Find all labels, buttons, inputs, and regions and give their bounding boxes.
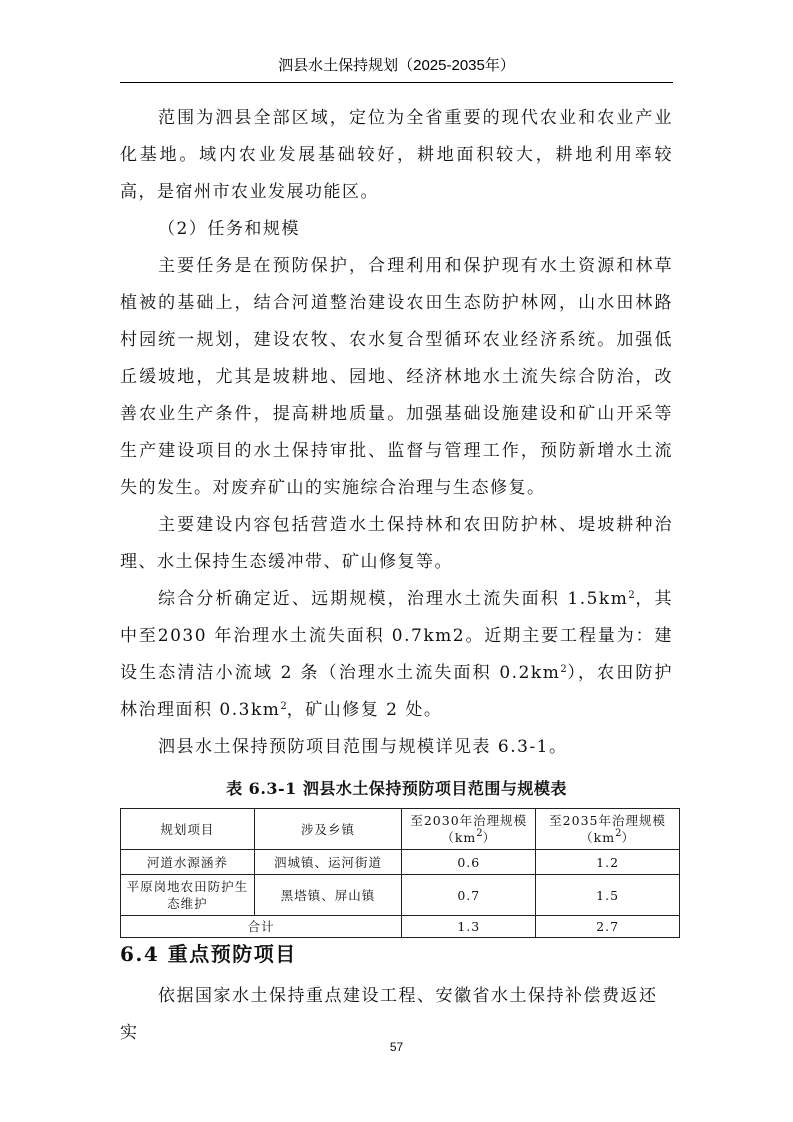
cell-towns: 泗城镇、运河街道 [254,850,402,875]
table-total-row [121,916,680,938]
cell-2030: 0.7 [402,875,536,916]
header-project: 规划项目 [121,809,255,850]
cell-total-label: 合计 [121,916,402,938]
cell-project: 河道水源涵养 [121,850,255,875]
cell-total-2035: 2.7 [536,916,680,938]
superscript-2: 2 [280,701,287,712]
cell-2035: 1.5 [536,875,680,916]
body-text [120,100,673,766]
paragraph-scope: 范围为泗县全部区域，定位为全省重要的现代农业和农业产业化基地。域内农业发展基础较好，耕地面积较大，耕地利用率较高，是宿州市农业发展功能区。 [120,108,673,202]
running-header: 泗县水土保持规划（2025-2035年） [278,57,515,74]
superscript-2: 2 [560,664,567,675]
page-number: 57 [389,1040,404,1054]
scale-text-c: ），农田防护林治理面积 0.3km [120,663,674,720]
superscript-2: 2 [628,590,635,601]
header-rule [120,82,673,83]
paragraph-tasks: 主要任务是在预防保护，合理利用和保护现有水土资源和林草植被的基础上，结合河道整治建设农田生态防护林网，山水田林路村园统一规划，建设农牧、农水复合型循环农业经济系统。加强低丘缓坡地，尤其是坡耕地、园地、经济林地水土流失综合防治，改善农业生产条件，提高耕地质量。加强基础设施建设和矿山开采等生产建设项目的水土保持审批、监督与管理工作，预防新增水土流失的发生。对废弃矿山的实施综合治理与生态修复。 [120,256,673,498]
scale-text-b: ，其中至2030 年治理水土流失面积 0.7km2。近期主要工程量为：建设生态清洁小流域 2 条（治理水土流失面积 0.2km [120,589,673,683]
paragraph-key-projects: 依据国家水土保持重点建设工程、安徽省水土保持补偿费返还实 [120,986,658,1043]
scale-text-d: ，矿山修复 2 处。 [286,700,443,720]
header-towns: 涉及乡镇 [254,809,402,850]
subheading-tasks-scale: （2）任务和规模 [158,219,300,239]
cell-2030: 0.6 [402,850,536,875]
cell-towns: 黑塔镇、屏山镇 [254,875,402,916]
scale-text-a: 综合分析确定近、远期规模，治理水土流失面积 1.5km [158,589,629,609]
paragraph-table-ref: 泗县水土保持预防项目范围与规模详见表 6.3-1。 [158,737,568,757]
section-heading: 6.4 重点预防项目 [120,942,297,966]
paragraph-scale [120,581,673,729]
table-row [121,850,680,875]
table-row [121,875,680,916]
header-2035: 至2035年治理规模 $(km^2)$ [536,809,680,850]
cell-project: 平原岗地农田防护生态维护 [121,875,255,916]
cell-total-2030: 1.3 [402,916,536,938]
cell-2035: 1.2 [536,850,680,875]
paragraph-construction: 主要建设内容包括营造水土保持林和农田防护林、堤坡耕种治理、水土保持生态缓冲带、矿山修复等。 [120,515,673,572]
table-caption: 表 6.3-1 泗县水土保持预防项目范围与规模表 [226,779,567,798]
table-header-row [121,809,680,850]
header-2030: 至2030年治理规模 $(km^2)$ [402,809,536,850]
prevention-scope-table [120,808,680,938]
